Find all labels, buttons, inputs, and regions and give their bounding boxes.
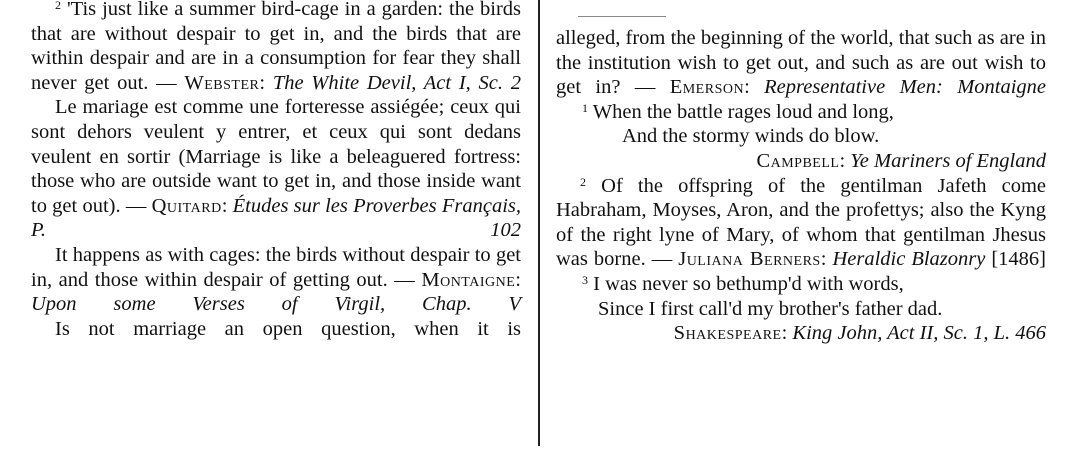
quote-text: Of the offspring of the gentilman Jafeth come Habraham, Moyses, Aron, and the profettys; also the Kyng of the right lyne of Mary, of whom that gentilman Jhesus was borne. — — [556, 174, 1046, 271]
quote-webster: $^2$ 'Tis just like a summer bird-cage in a garden: the birds that are without despair to get in, and the birds that are within despair and are in a consumption for fear they shall never get out. — Webster: The White Devil, Act I, Sc. 2 — [31, 0, 522, 94]
quote-author: Juliana Berners — [678, 248, 821, 271]
quote-text: It happens as with cages: the birds without despair to get in, and those within despair of getting out. — — [31, 243, 521, 291]
quote-author: Campbell — [756, 149, 840, 172]
quote-year: [1486] — [991, 248, 1047, 271]
quote-author: Webster — [184, 71, 260, 94]
footnote-number: 2 — [55, 0, 61, 12]
quote-work: Upon some Verses of Virgil, Chap. V — [31, 293, 521, 316]
footnote-number: 3 — [582, 272, 588, 287]
verse-line: I was never so bethump'd with words, — [593, 272, 904, 295]
attribution-shakespeare: Shakespeare: King John, Act II, Sc. 1, L. 466 — [673, 322, 1046, 345]
footnote-number: 2 — [580, 174, 586, 189]
quote-work: Études sur les Proverbes Français, P. 102 — [31, 194, 521, 242]
attribution-campbell: Campbell: Ye Mariners of England — [756, 149, 1046, 172]
verse-campbell-line-2: And the stormy winds do blow. — [622, 125, 880, 148]
quote-emerson-continued: alleged, from the beginning of the world, that such as are in the institution wish to get out, and such as are out wish to get in? — Emerson: Representative Men: Montaigne — [556, 27, 1047, 99]
column-divider — [538, 0, 540, 446]
quote-emerson-start: Is not marriage an open question, when it is — [55, 317, 521, 340]
right-column — [556, 26, 1046, 346]
top-rule — [578, 16, 666, 17]
quote-work: The White Devil, Act I, Sc. 2 — [272, 71, 522, 94]
quote-author: Shakespeare — [673, 322, 782, 345]
quote-work: Ye Mariners of England — [850, 149, 1046, 172]
quote-text: alleged, from the beginning of the world, that such as are in the institution wish to get out, and such as are out wish to get in? — — [556, 27, 1046, 99]
quote-work: Representative Men: Montaigne — [764, 76, 1047, 99]
quote-author: Quitard — [151, 194, 222, 217]
quote-quitard: Le mariage est comme une forteresse assiégée; ceux qui sont dehors veulent y entrer, et ceux qui sont dedans veulent en sortir (Marriage is like a beleaguered fortress: those who are outside want to get in, and those inside want to get out). — Quitard: Études sur les Proverbes Français, P. 102 — [31, 96, 521, 242]
footnote-number: 1 — [582, 100, 588, 115]
quote-author: Montaigne — [421, 268, 516, 291]
left-column — [31, 0, 521, 341]
quote-work: Heraldic Blazonry — [832, 248, 986, 271]
quote-montaigne: It happens as with cages: the birds without despair to get in, and those within despair of getting out. — Montaigne: Upon some Verses of Virgil, Chap. V — [31, 243, 521, 316]
verse-campbell-line-1 — [582, 100, 1046, 125]
quote-text: 'Tis just like a summer bird-cage in a garden: the birds that are without despair to get in, and the birds that are within despair and are in a consumption for fear they shall never get out. — — [31, 0, 522, 94]
quote-author: Emerson — [669, 76, 745, 99]
verse-shakespeare-line-1 — [582, 272, 1046, 297]
verse-line: When the battle rages loud and long, — [592, 100, 894, 123]
quote-text: Le mariage est comme une forteresse assiégée; ceux qui sont dehors veulent y entrer, et ceux qui sont dedans veulent en sortir (Marriage is like a beleaguered fortress: those who are outside want to get in, and those inside want to get out). — — [31, 96, 521, 217]
quote-work: King John, Act II, Sc. 1, L. 466 — [792, 322, 1046, 345]
quote-berners: $^2$ Of the offspring of the gentilman Jafeth come Habraham, Moyses, Aron, and the profettys; also the Kyng of the right lyne of Mary, of whom that gentilman Jhesus was borne. — Juliana Berners: Heraldic Blazonry [1486] — [556, 174, 1047, 271]
verse-shakespeare-line-2: Since I first call'd my brother's father dad. — [598, 297, 943, 320]
